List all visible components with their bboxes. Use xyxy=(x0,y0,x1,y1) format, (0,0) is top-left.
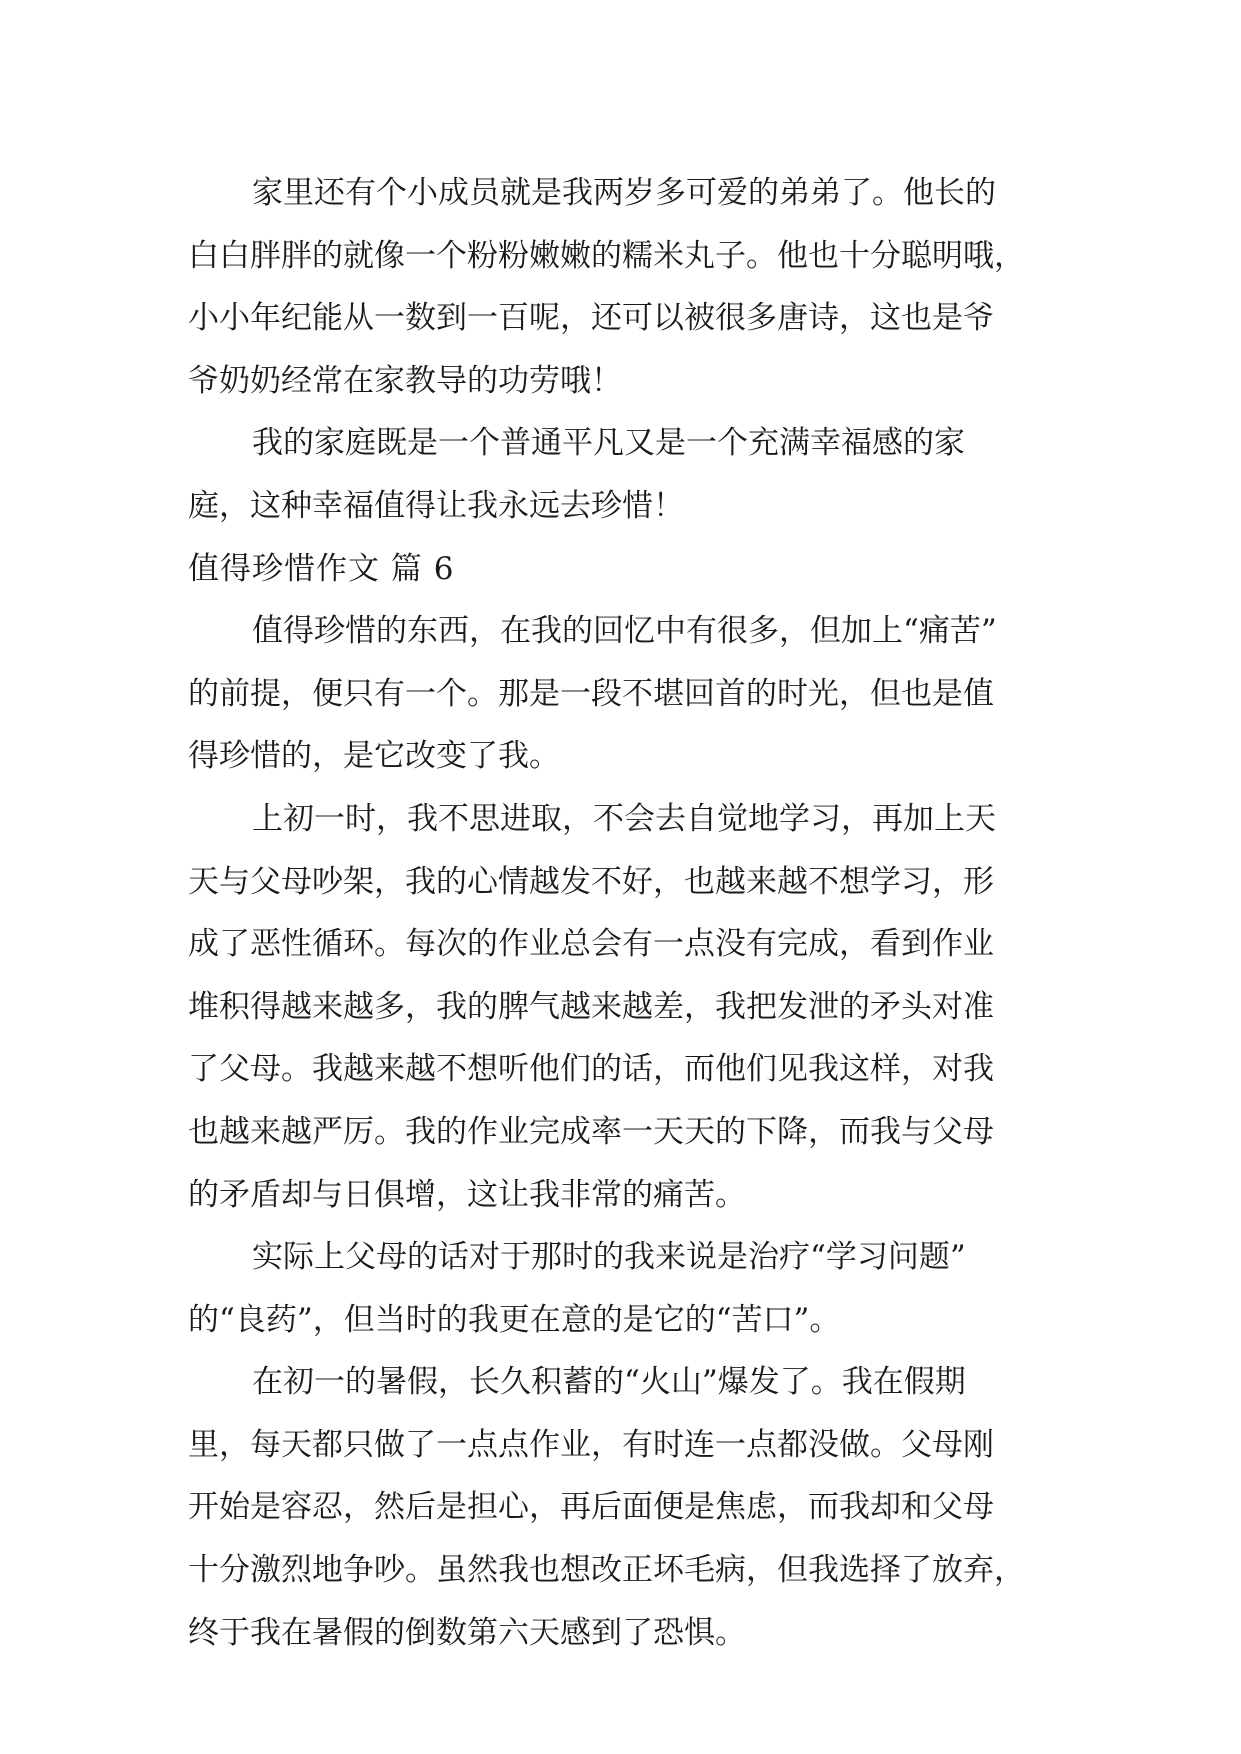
paragraph-line: 小小年纪能从一数到一百呢，还可以被很多唐诗，这也是爷 xyxy=(188,300,994,337)
paragraph-line: 里，每天都只做了一点点作业，有时连一点都没做。父母刚 xyxy=(188,1426,994,1463)
paragraph-line: 的“良药”，但当时的我更在意的是它的“苦口”。 xyxy=(188,1301,841,1338)
document-body xyxy=(188,162,1088,1664)
paragraph-line: 白白胖胖的就像一个粉粉嫩嫩的糯米丸子。他也十分聪明哦， xyxy=(188,237,1025,274)
section-heading: 值得珍惜作文 篇 6 xyxy=(188,550,455,587)
paragraph-line: 的矛盾却与日俱增，这让我非常的痛苦。 xyxy=(188,1176,746,1213)
paragraph-line: 实际上父母的话对于那时的我来说是治疗“学习问题” xyxy=(252,1239,966,1276)
paragraph-line: 家里还有个小成员就是我两岁多可爱的弟弟了。他长的 xyxy=(252,175,996,211)
paragraph-line: 十分激烈地争吵。虽然我也想改正坏毛病，但我选择了放弃， xyxy=(188,1552,1025,1589)
paragraph-line: 得珍惜的，是它改变了我。 xyxy=(188,738,560,775)
paragraph-line: 了父母。我越来越不想听他们的话，而他们见我这样，对我 xyxy=(188,1051,994,1088)
paragraph-line: 的前提，便只有一个。那是一段不堪回首的时光，但也是值 xyxy=(188,675,994,712)
paragraph-line: 爷奶奶经常在家教导的功劳哦！ xyxy=(188,362,622,399)
paragraph-line: 堆积得越来越多，我的脾气越来越差，我把发泄的矛头对准 xyxy=(188,988,994,1025)
paragraph-line: 庭，这种幸福值得让我永远去珍惜！ xyxy=(188,487,684,524)
paragraph-line: 终于我在暑假的倒数第六天感到了恐惧。 xyxy=(188,1614,746,1651)
paragraph-line: 我的家庭既是一个普通平凡又是一个充满幸福感的家 xyxy=(252,425,965,462)
paragraph-line: 成了恶性循环。每次的作业总会有一点没有完成，看到作业 xyxy=(188,926,994,963)
paragraph-line: 在初一的暑假，长久积蓄的“火山”爆发了。我在假期 xyxy=(252,1364,966,1401)
paragraph-line: 天与父母吵架，我的心情越发不好，也越来越不想学习，形 xyxy=(188,863,994,900)
paragraph-line: 上初一时，我不思进取，不会去自觉地学习，再加上天 xyxy=(252,800,996,837)
paragraph-line: 也越来越严厉。我的作业完成率一天天的下降，而我与父母 xyxy=(188,1113,994,1150)
paragraph-line: 开始是容忍，然后是担心，再后面便是焦虑，而我却和父母 xyxy=(188,1489,994,1526)
paragraph-line: 值得珍惜的东西，在我的回忆中有很多，但加上“痛苦” xyxy=(252,613,997,650)
